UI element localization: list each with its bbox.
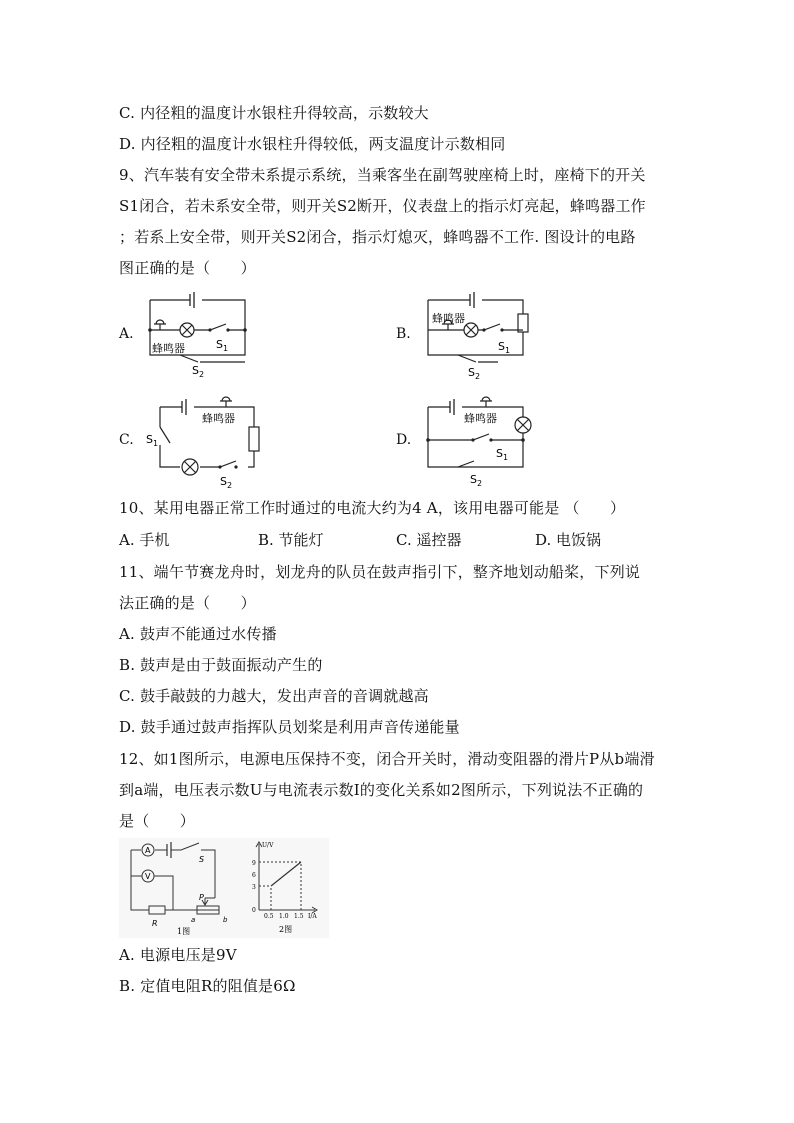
y-tick-9: 9	[252, 860, 256, 867]
s1-label: $S_1$	[496, 447, 509, 462]
s2-label: $S_2$	[192, 364, 205, 379]
figure-b-label: B.	[396, 326, 411, 342]
question-11-line-2: 法正确的是（ ）	[119, 594, 256, 612]
figure-d-label: D.	[396, 432, 412, 448]
buzzer-label: 蜂鸣器	[432, 312, 465, 325]
s1-label: $S_1$	[146, 433, 159, 448]
s2-label: $S_2$	[468, 366, 481, 380]
fig1-caption: 1图	[177, 927, 191, 936]
buzzer-label: 蜂鸣器	[202, 412, 235, 425]
circuit-figure-c	[140, 395, 270, 490]
end-a-label: a	[191, 916, 196, 924]
fig2-caption: 2图	[279, 925, 293, 934]
option-c-q8: C. 内径粗的温度计水银柱升得较高，示数较大	[119, 104, 429, 122]
question-10: 10、某用电器正常工作时通过的电流大约为4 A，该用电器可能是 （ ）	[119, 499, 626, 517]
question-12-line-1: 12、如1图所示，电源电压保持不变，闭合开关时，滑动变阻器的滑片P从b端滑	[119, 750, 655, 768]
y-tick-6: 6	[252, 872, 256, 879]
x-tick-0.5: 0.5	[264, 913, 274, 920]
slider-label: P	[199, 893, 204, 902]
q12-figure	[119, 838, 329, 938]
s2-label: $S_2$	[220, 475, 233, 490]
question-11-line-1: 11、端午节赛龙舟时，划龙舟的队员在鼓声指引下，整齐地划动船桨，下列说	[119, 563, 641, 581]
q10-option-d: D. 电饭锅	[535, 531, 602, 549]
circuit-figure-a	[140, 290, 260, 380]
y-tick-0: 0	[252, 907, 256, 914]
x-tick-1.0: 1.0	[279, 913, 289, 920]
question-9-line-2: S1闭合，若未系安全带，则开关S2断开，仪表盘上的指示灯亮起，蜂鸣器工作	[119, 197, 646, 215]
q11-option-d: D. 鼓手通过鼓声指挥队员划桨是利用声音传递能量	[119, 718, 460, 736]
q12-option-b: B. 定值电阻R的阻值是6Ω	[119, 977, 296, 995]
circuit-figure-d	[418, 395, 548, 490]
q11-option-a: A. 鼓声不能通过水传播	[119, 625, 277, 643]
y-tick-3: 3	[252, 884, 256, 891]
q12-option-a: A. 电源电压是9V	[119, 946, 237, 964]
x-tick-1.5: 1.5	[294, 913, 304, 920]
q11-option-b: B. 鼓声是由于鼓面振动产生的	[119, 656, 323, 674]
end-b-label: b	[223, 916, 228, 924]
figure-c-label: C.	[119, 432, 134, 448]
q10-option-a: A. 手机	[119, 531, 170, 549]
buzzer-label: 蜂鸣器	[152, 342, 185, 355]
voltmeter-label: V	[145, 872, 151, 881]
q10-option-c: C. 遥控器	[396, 531, 462, 549]
question-12-line-2: 到a端，电压表示数U与电流表示数I的变化关系如2图所示，下列说法不正确的	[119, 781, 644, 799]
q10-option-b: B. 节能灯	[258, 531, 324, 549]
option-d-q8: D. 内径粗的温度计水银柱升得较低，两支温度计示数相同	[119, 135, 506, 153]
question-9-line-4: 图正确的是（ ）	[119, 259, 256, 277]
ammeter-label: A	[145, 846, 151, 855]
question-12-line-3: 是（ ）	[119, 812, 196, 830]
resistor-label: R	[152, 919, 158, 928]
circuit-figure-b	[418, 290, 548, 380]
y-axis-label: U/V	[262, 842, 274, 849]
x-axis-label: I/A	[308, 913, 317, 920]
question-9-line-3: ；若系上安全带，则开关S2闭合，指示灯熄灭，蜂鸣器不工作. 图设计的电路	[119, 228, 636, 246]
switch-label: S	[199, 855, 205, 864]
question-9-line-1: 9、汽车装有安全带未系提示系统，当乘客坐在副驾驶座椅上时，座椅下的开关	[119, 166, 646, 184]
q11-option-c: C. 鼓手敲鼓的力越大，发出声音的音调就越高	[119, 687, 429, 705]
s1-label: $S_1$	[498, 340, 511, 355]
s2-label: $S_2$	[470, 473, 483, 488]
s1-label: $S_1$	[216, 338, 229, 353]
figure-a-label: A.	[119, 326, 134, 342]
buzzer-label: 蜂鸣器	[464, 412, 497, 425]
